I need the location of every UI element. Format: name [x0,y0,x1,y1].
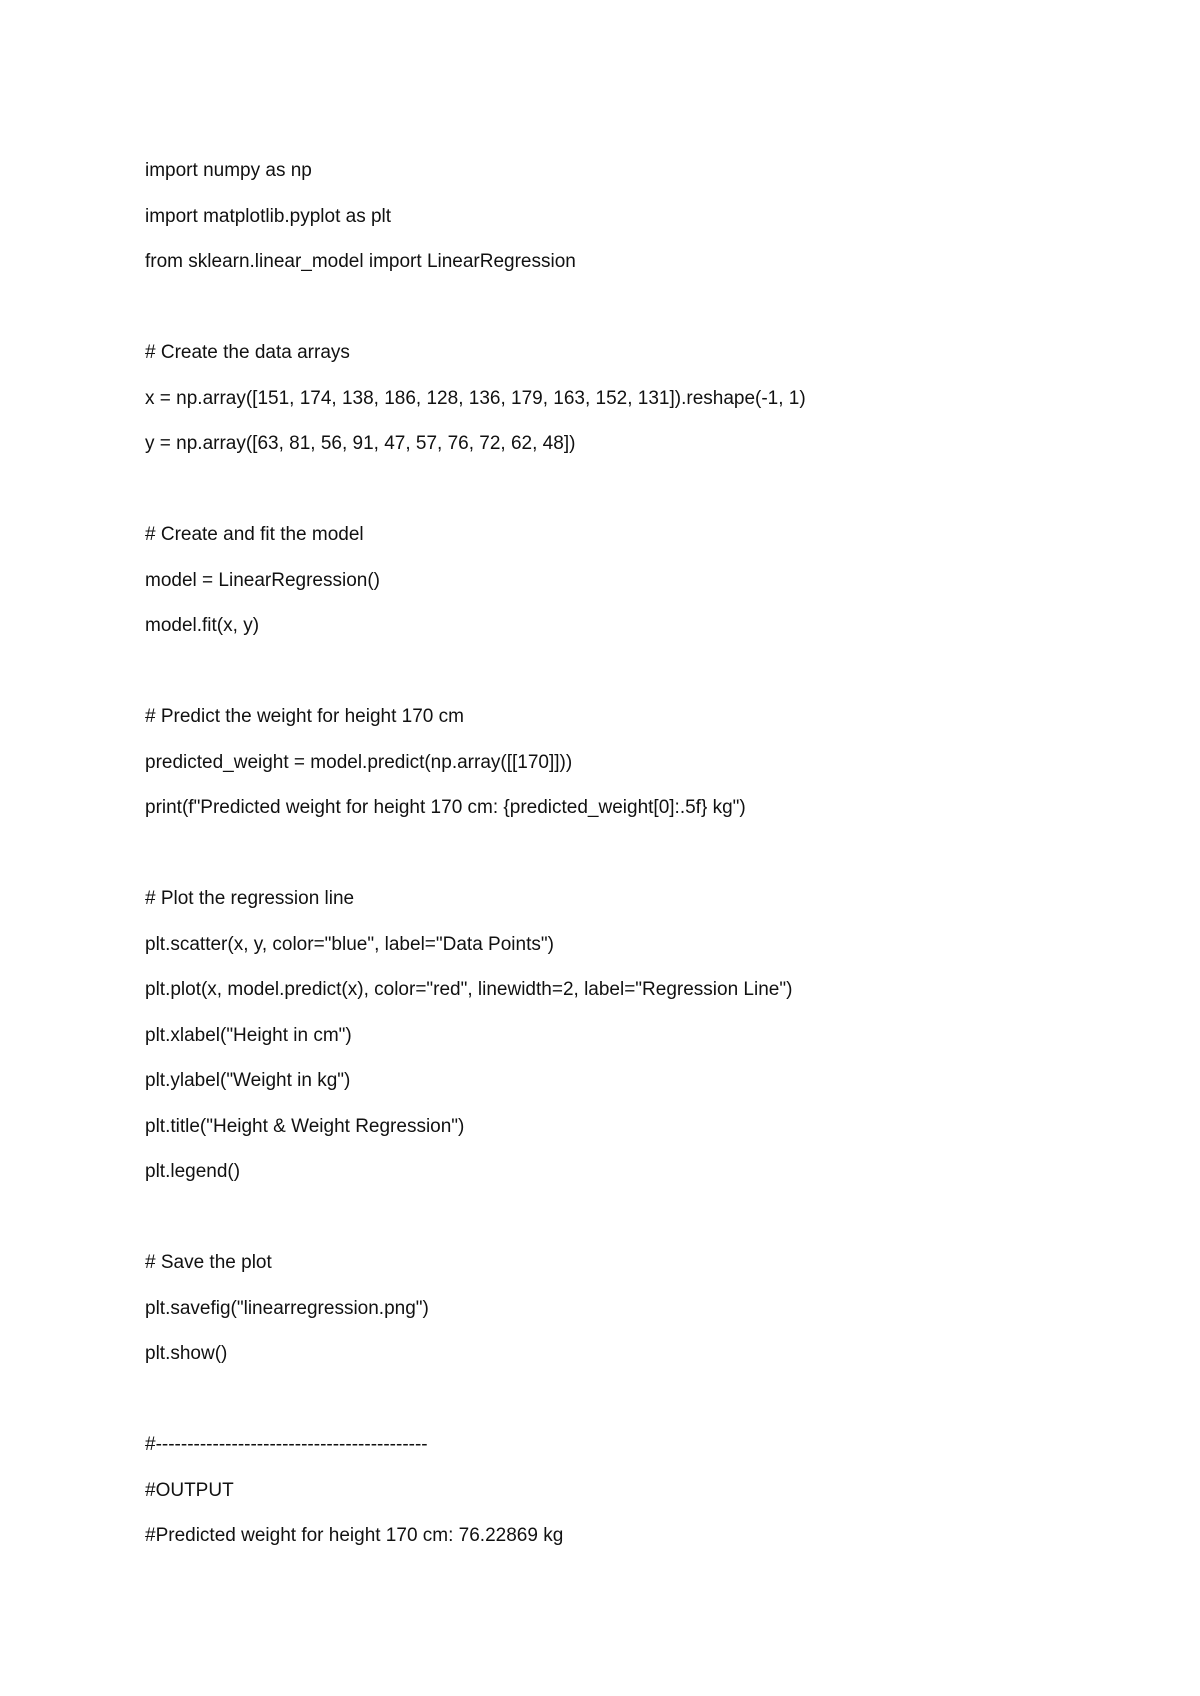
x-array-line: x = np.array([151, 174, 138, 186, 128, 136, 179, 163, 152, 131]).reshape(-1, 1) [145,387,806,409]
comment-create-data-line: # Create the data arrays [145,342,350,363]
legend-line: plt.legend() [145,1161,241,1182]
comment-save-line: # Save the plot [145,1252,272,1273]
ylabel-line: plt.ylabel("Weight in kg") [145,1070,351,1091]
title-line: plt.title("Height & Weight Regression") [145,1115,465,1137]
blank-line [145,285,1145,331]
comment-fit-model-line: # Create and fit the model [145,524,364,545]
separator-line: #------------------------------------------- [145,1434,428,1455]
y-array-line: y = np.array([63, 81, 56, 91, 47, 57, 76, 72, 62, 48]) [145,433,576,454]
print-line: print(f"Predicted weight for height 170 cm: {predicted_weight[0]:.5f} kg") [145,797,746,818]
import-matplotlib-line: import matplotlib.pyplot as plt [145,205,392,227]
blank-line [145,1377,1145,1423]
output-heading-line: #OUTPUT [145,1479,234,1501]
show-line: plt.show() [145,1343,228,1364]
import-numpy-line: import numpy as np [145,160,312,181]
comment-predict-line: # Predict the weight for height 170 cm [145,706,464,727]
comment-plot-line: # Plot the regression line [145,888,355,909]
xlabel-line: plt.xlabel("Height in cm") [145,1024,352,1046]
blank-line [145,831,1145,877]
model-fit-line: model.fit(x, y) [145,615,260,636]
plot-line: plt.plot(x, model.predict(x), color="red", linewidth=2, label="Regression Line") [145,979,793,1000]
blank-line [145,649,1145,695]
import-sklearn-line: from sklearn.linear_model import LinearRegression [145,251,576,272]
model-init-line: model = LinearRegression() [145,569,380,591]
scatter-line: plt.scatter(x, y, color="blue", label="Data Points") [145,933,554,955]
output-result-line: #Predicted weight for height 170 cm: 76.22869 kg [145,1525,564,1546]
blank-line [145,1195,1145,1241]
predict-line: predicted_weight = model.predict(np.array([[170]])) [145,751,573,773]
savefig-line: plt.savefig("linearregression.png") [145,1297,429,1319]
code-listing [145,148,1145,1559]
blank-line [145,467,1145,513]
